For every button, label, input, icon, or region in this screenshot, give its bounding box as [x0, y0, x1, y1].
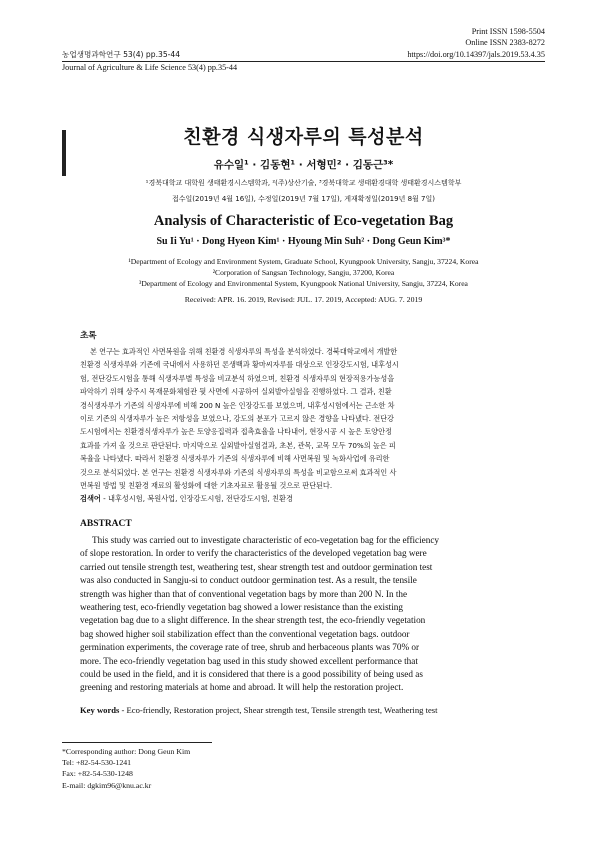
abstract-en-line: carried out tensile strength test, weathering test, shear strength test and outdoor germination test	[80, 561, 433, 572]
keywords-en-text: - Eco-friendly, Restoration project, Shear strength test, Tensile strength test, Weathering test	[121, 705, 438, 715]
abstract-ko-line: 복율을 나타냈다. 따라서 친환경 식생자루가 기존의 식생자루에 비해 사면복원 및 녹화사업에 유리한	[80, 454, 390, 464]
abstract-ko-line: 본 연구는 효과적인 사면복원을 위해 친환경 식생자루의 특성을 분석하였다. 경북대학교에서 개발한	[90, 347, 398, 356]
affiliation-en-3: ³Department of Ecology and Environmental System, Kyungpook National University, Sangju, 37224, Korea	[139, 279, 468, 288]
affiliations-ko: ¹경북대학교 대학원 생태환경시스템학과, ²(주)상산기술, ³경북대학교 생태환경대학 생태환경시스템학부	[145, 179, 462, 187]
abstract-en-line: This study was carried out to investigate characteristic of eco-vegetation bag for the efficiency	[92, 535, 440, 545]
abstract-ko-line: 파악하기 위해 상주시 목재문화체험관 뒷 사면에 시공하여 실외발아실험을 진행하였다. 그 결과, 친환	[80, 387, 392, 397]
abstract-en-line: could be used in the field, and it is considered that there is a good possibility of being used as	[80, 669, 423, 680]
abstract-en-heading: ABSTRACT	[80, 519, 132, 529]
author-fax: Fax: +82-54-530-1248	[62, 769, 133, 779]
abstract-ko-line: 경식생자루가 기존의 식생자루에 비해 200 N 높은 인장강도를 보였으며, 내후성시험에서는 근소한 차	[80, 400, 395, 410]
abstract-ko-line: 험, 전단강도시험을 통해 식생자루별 특성을 비교분석 하였으며, 친환경 식생자루의 현장적용가능성을	[80, 373, 395, 383]
abstract-en-body	[80, 534, 528, 695]
title-ko: 친환경 식생자루의 특성분석	[183, 126, 424, 148]
affiliation-en-1: ¹Department of Ecology and Environment System, Graduate School, Kyungpook University, Sangju, 37224, Korea	[128, 257, 479, 266]
keywords-ko-label: 검색어	[80, 494, 101, 503]
title-en: Analysis of Characteristic of Eco-vegetation Bag	[153, 213, 454, 229]
abstract-ko-line: 것으로 분석되었다. 본 연구는 친환경 식생자루와 기존의 식생자루의 특성을 비교함으로써 효과적인 사	[80, 467, 397, 477]
abstract-ko-line: 효과를 가져 올 것으로 판단된다. 마지막으로 실외발아실험결과, 초본, 관목, 교목 모두 70%의 높은 피	[80, 440, 396, 450]
abstract-en-line: of slope restoration. In order to verify the characteristics of the developed vegetation bag were	[80, 548, 427, 559]
affiliation-en-2: ²Corporation of Sangsan Technology, Sangju, 37200, Korea	[212, 268, 395, 277]
keywords-ko-text: - 내후성시험, 복원사업, 인장강도시험, 전단강도시험, 친환경	[103, 494, 293, 503]
abstract-en-line: strength was higher than that of conventional vegetation bags by more than 200 N. In the	[80, 588, 408, 599]
authors-en: Su Ii Yu¹ · Dong Hyeon Kim¹ · Hyoung Min Suh² · Dong Geun Kim³*	[156, 236, 451, 247]
journal-name-en: Journal of Agriculture & Life Science 53(4) pp.35-44	[62, 63, 238, 72]
author-email[interactable]: E-mail: dgkim96@knu.ac.kr	[62, 780, 152, 790]
doi-link[interactable]: https://doi.org/10.14397/jals.2019.53.4.35	[407, 50, 545, 59]
abstract-en-line: vegetation bag due to a slight difference. In the shear strength test, the eco-friendly vegetation	[80, 615, 426, 626]
keywords-en-label: Key words	[80, 705, 120, 715]
abstract-en-line: weathering test, eco-friendly vegetation bag showed a lower resistance than the existing	[80, 602, 403, 613]
dates-ko: 접수일(2019년 4월 16일), 수정일(2019년 7월 17일), 게재확정일(2019년 8월 7일)	[172, 195, 435, 203]
abstract-ko-line: 이로 기존의 식생자루가 높은 저항성을 보였으나, 강도의 분포가 고르지 않은 경향을 나타냈다. 전단강	[80, 414, 394, 424]
keywords-en	[80, 705, 438, 715]
abstract-en-line: germination experiments, the coverage rate of tree, shrub and herbaceous plants was 70% or	[80, 642, 420, 653]
print-issn: Print ISSN 1598-5504	[471, 27, 545, 36]
abstract-ko-line: 면복원 방법 및 친환경 재료의 활성화에 대한 기초자료로 활용될 것으로 판단된다.	[80, 481, 333, 491]
journal-name-ko: 농업생명과학연구 53(4) pp.35-44	[62, 50, 181, 59]
dates-en: Received: APR. 16. 2019, Revised: JUL. 17. 2019, Accepted: AUG. 7. 2019	[184, 295, 423, 304]
footnote-rule	[62, 742, 212, 743]
abstract-en-line: bag showed higher soil stabilization effect than the conventional vegetation bags. outdoor	[80, 628, 410, 639]
keywords-ko	[80, 494, 293, 504]
online-issn: Online ISSN 2383-8272	[465, 38, 545, 47]
abstract-ko-body	[80, 345, 528, 492]
authors-ko: 유수일¹ · 김동현¹ · 서형민² · 김동근³*	[213, 159, 394, 171]
abstract-en-line: greening and restoring materials at home and abroad. It will help the restoration project.	[80, 682, 404, 693]
abstract-ko-line: 도시험에서는 친환경식생자루가 높은 토양응집력과 접촉효율을 나타내어, 현장시공 시 높은 토양안정	[80, 427, 392, 437]
header-rule	[62, 61, 545, 62]
abstract-en-line: more. The eco-friendly vegetation bag used in this study showed excellent performance that	[80, 655, 418, 666]
abstract-en-line: was also conducted in Sangju-si to conduct outdoor germination test. As a result, the tensile	[80, 575, 417, 586]
abstract-ko-heading: 초록	[80, 331, 97, 341]
author-tel: Tel: +82-54-530-1241	[62, 758, 132, 768]
abstract-ko-line: 친환경 식생자루와 기존에 국내에서 사용하던 론생백과 황마씨자루를 대상으로 인장강도시험, 내후성시	[80, 360, 399, 370]
corresponding-author: *Corresponding author: Dong Geun Kim	[62, 747, 191, 756]
affiliations-en	[62, 256, 545, 289]
footnote	[62, 746, 190, 791]
